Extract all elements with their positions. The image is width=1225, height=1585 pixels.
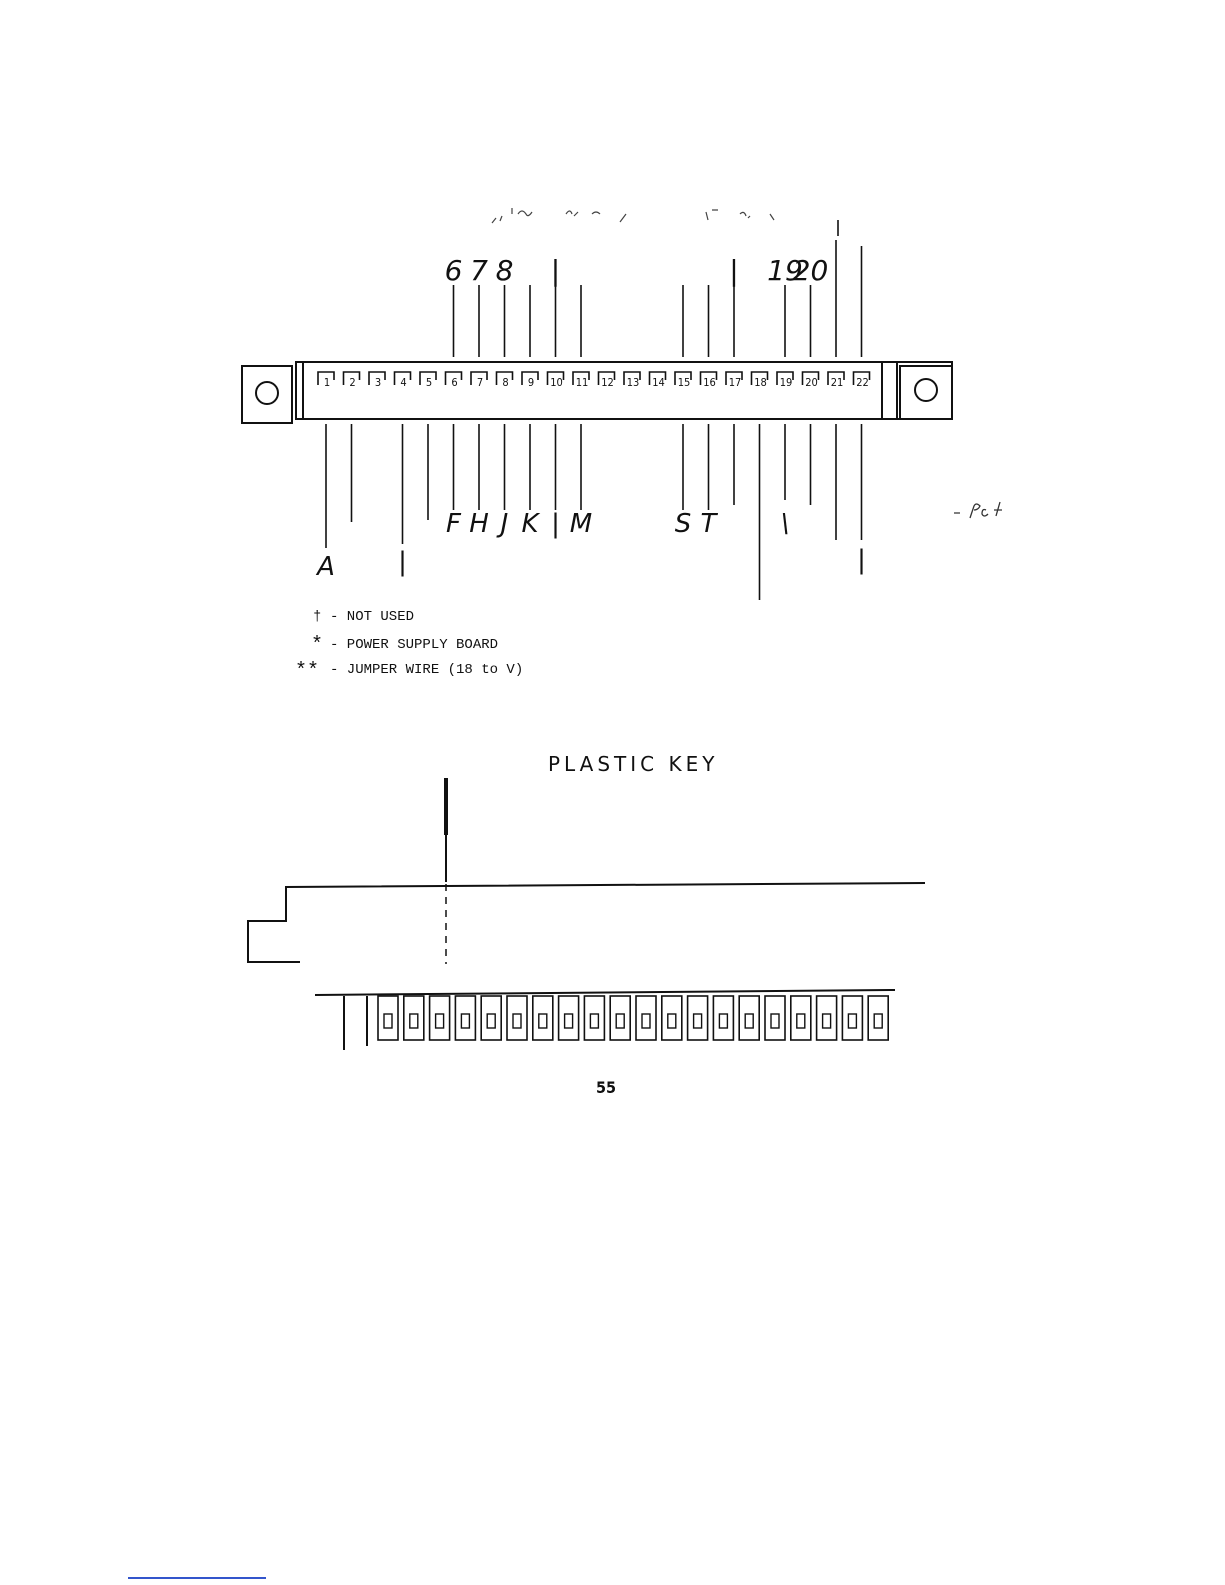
- finger-contact-18: [817, 996, 837, 1040]
- pin-contact-12: [599, 372, 615, 389]
- pin-number-15: 15: [677, 376, 691, 389]
- board-edge-outline: [248, 883, 925, 962]
- pin-number-7: 7: [476, 376, 484, 389]
- top-label-pin-10: |: [550, 254, 561, 287]
- finger-contact-15: [739, 996, 759, 1040]
- faint-handwriting-scribble: [492, 208, 774, 223]
- top-label-pin-7: 7: [470, 254, 488, 287]
- legend-text-not-used: - NOT USED: [330, 609, 415, 625]
- legend: [295, 609, 523, 683]
- finger-contact-7: [533, 996, 553, 1040]
- bottom-label-pin-9: K: [521, 509, 539, 539]
- pin-number-19: 19: [779, 376, 793, 389]
- pin-number-21: 21: [830, 376, 844, 389]
- pin-contact-15: [675, 372, 691, 389]
- pin-number-3: 3: [374, 376, 382, 389]
- pin-contact-5: [420, 372, 436, 389]
- pin-number-5: 5: [425, 376, 433, 389]
- bottom-label-pin-6: F: [446, 509, 461, 539]
- pin-contact-19: [777, 372, 793, 389]
- pin-contact-8: [497, 372, 513, 389]
- legend-symbol-power-supply: *: [311, 634, 324, 657]
- finger-contact-1: [378, 996, 398, 1040]
- pin-number-9: 9: [527, 376, 535, 389]
- top-labels: [445, 254, 829, 287]
- left-mounting-hole: [256, 382, 278, 404]
- finger-contact-19: [842, 996, 862, 1040]
- board-edge-fingers: [315, 990, 895, 1050]
- bottom-label-pin-19: \: [780, 509, 790, 539]
- finger-contact-8: [559, 996, 579, 1040]
- pin-contact-9: [522, 372, 538, 389]
- pin-number-11: 11: [575, 376, 589, 389]
- pin-contact-17: [726, 372, 742, 389]
- pin-contact-22: [854, 372, 870, 389]
- finger-contact-5: [481, 996, 501, 1040]
- pin-number-6: 6: [451, 376, 458, 389]
- legend-text-jumper-wire: - JUMPER WIRE (18 to V): [330, 662, 524, 678]
- pin-number-17: 17: [728, 376, 742, 389]
- finger-contact-17: [791, 996, 811, 1040]
- pin-contact-7: [471, 372, 487, 389]
- top-label-lines: [454, 220, 862, 357]
- pin-number-2: 2: [349, 376, 356, 389]
- pin-number-4: 4: [400, 376, 407, 389]
- pin-number-14: 14: [652, 376, 665, 389]
- pin-contact-18: [752, 372, 768, 389]
- pin-number-22: 22: [856, 376, 869, 389]
- pin-number-18: 18: [754, 376, 767, 389]
- page-number: 55: [596, 1078, 617, 1097]
- finger-contact-11: [636, 996, 656, 1040]
- bottom-label-pin-15: S: [674, 509, 692, 539]
- right-mounting-hole: [915, 379, 937, 401]
- plastic-key-profile: [248, 778, 925, 964]
- pin-number-20: 20: [805, 376, 818, 389]
- legend-symbol-not-used: †: [313, 609, 322, 625]
- finger-contact-14: [713, 996, 733, 1040]
- finger-contact-10: [610, 996, 630, 1040]
- connector-housing: [296, 362, 952, 419]
- pin-contact-14: [650, 372, 666, 389]
- pin-contact-10: [548, 372, 564, 389]
- legend-text-power-supply: - POWER SUPPLY BOARD: [330, 637, 499, 653]
- bottom-label-pin-11: M: [569, 509, 593, 539]
- bottom-label-pin-7: H: [469, 509, 489, 539]
- finger-contact-2: [404, 996, 424, 1040]
- pin-contact-1: [318, 372, 334, 389]
- pin-number-13: 13: [626, 376, 640, 389]
- pin-number-10: 10: [550, 376, 563, 389]
- finger-contact-16: [765, 996, 785, 1040]
- finger-contact-13: [688, 996, 708, 1040]
- top-label-pin-19: 19: [767, 254, 803, 287]
- finger-contact-12: [662, 996, 682, 1040]
- right-mounting-ear: [900, 366, 952, 419]
- pin-number-12: 12: [601, 376, 614, 389]
- pin-contact-4: [395, 372, 411, 389]
- finger-contact-9: [584, 996, 604, 1040]
- finger-contact-20: [868, 996, 888, 1040]
- bottom-label-pin-22: |: [857, 545, 866, 575]
- top-label-pin-20: 20: [792, 254, 829, 287]
- edge-connector: [242, 362, 952, 423]
- bottom-label-pin-8: J: [500, 509, 509, 539]
- pin-number-16: 16: [703, 376, 716, 389]
- pin-contact-21: [828, 372, 844, 389]
- left-mounting-ear: [242, 366, 292, 423]
- legend-symbol-jumper-wire: **: [295, 660, 320, 683]
- pin-number-1: 1: [323, 376, 331, 389]
- finger-contact-6: [507, 996, 527, 1040]
- bottom-label-pin-1: A: [317, 552, 335, 582]
- plastic-key-title: PLASTIC KEY: [548, 752, 719, 776]
- pin-contact-3: [369, 372, 385, 389]
- bottom-labels: [315, 509, 866, 582]
- pin-contact-2: [344, 372, 360, 389]
- bottom-label-pin-4: |: [398, 547, 407, 577]
- pin-number-8: 8: [502, 376, 509, 389]
- top-label-pin-17: |: [729, 254, 739, 287]
- bottom-label-pin-10: |: [551, 509, 560, 539]
- bottom-rule: [128, 1577, 266, 1579]
- pin-contacts: [318, 372, 870, 389]
- bottom-label-pin-16: T: [700, 509, 717, 539]
- pin-contact-6: [446, 372, 462, 389]
- pin-contact-16: [701, 372, 717, 389]
- pin-contact-11: [573, 372, 589, 389]
- pin-contact-13: [624, 372, 640, 389]
- pin-contact-20: [803, 372, 819, 389]
- top-label-pin-8: 8: [495, 254, 514, 287]
- faint-handwriting-right: [954, 502, 1002, 518]
- finger-contact-4: [455, 996, 475, 1040]
- finger-contact-3: [430, 996, 450, 1040]
- top-label-pin-6: 6: [444, 254, 463, 287]
